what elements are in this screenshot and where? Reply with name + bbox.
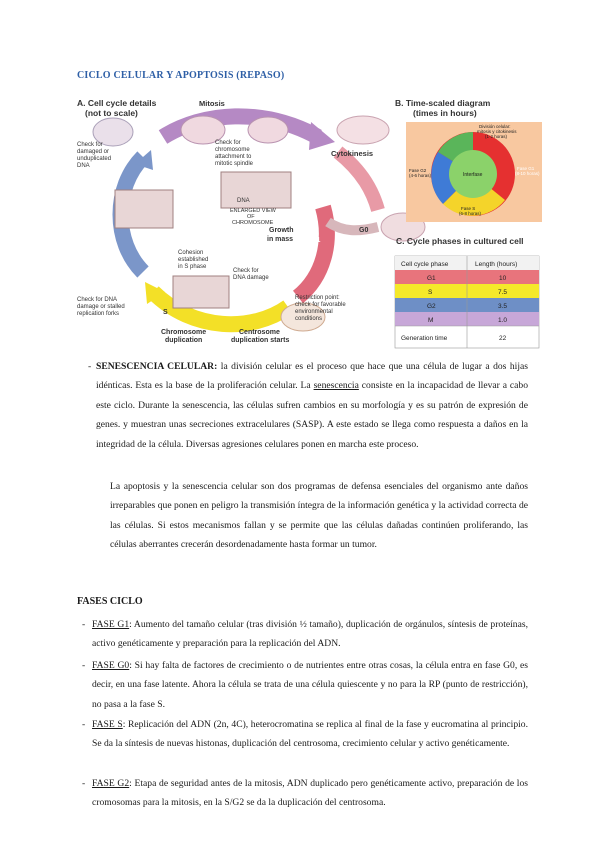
phase-item-s: - FASE S: Replicación del ADN (2n, 4C), heterocromatina se replica al final de la fase y eucromatina al principio. Se da la síntesis de nuevas histonas, duplicación del centrosoma, crecimiento celular y activo genéticamente. [82, 719, 528, 750]
pie-division-1: División celular: [479, 124, 511, 129]
phase-item-g1: - FASE G1: Aumento del tamaño celular (tras división ½ tamaño), duplicación de orgánulos, síntesis de proteínas, activo genéticamente y preparación para la replicación del ADN. [82, 619, 528, 650]
phase-text-g0: : Si hay falta de factores de crecimiento o de nutrientes entre otras cosas, la célula entra en fase G0, es decir, en una fase latente. Ahora la célula se trata de una célula quiescente y no para la RP (punto de restricción), no pasa a la fase S. [92, 660, 528, 710]
check-damaged-1: Check for [77, 142, 103, 148]
enlarged-label-1: ENLARGED VIEW [230, 208, 276, 214]
check-chromo-2: chromosome [215, 147, 250, 153]
phase-text-s: : Replicación del ADN (2n, 4C), heterocromatina se replica al final de la fase y eucromatina al principio. Se da la síntesis de nuevas histonas, duplicación del centrosoma, crecimiento celular y activo genéticamente. [92, 719, 528, 750]
row-phase-g1: G1 [427, 275, 436, 282]
g0-label: G0 [359, 227, 369, 234]
pie-division-3: (1-2 horas) [485, 134, 508, 139]
chromosome-view-3 [173, 276, 229, 308]
centro-dup-1: Centrosome [239, 329, 280, 336]
generation-label: Generation time [401, 335, 448, 342]
check-rep-3: replication forks [77, 311, 120, 317]
restriction-1: Restriction point: [295, 295, 340, 301]
panel-b-title: B. Time-scaled diagram [395, 98, 491, 108]
senescence-lead: SENESCENCIA CELULAR: [96, 361, 218, 372]
chromo-dup-2: duplication [165, 337, 203, 344]
check-chromo-4: mitotic spindle [215, 161, 254, 167]
phase-label-g1: FASE G1 [92, 619, 130, 630]
g2-label: G2 [101, 227, 111, 234]
panel-b-subtitle: (times in hours) [413, 108, 477, 118]
pie-g1-1: Fase G1 [517, 166, 535, 171]
apoptosis-paragraph: La apoptosis y la senescencia celular son dos programas de defensa esenciales del organismo ante daños irreparables que ponen en peligro la transmisión íntegra de la información genética y la actividad correcta de las células. Si estos mecanismos fallan y se permite que las células dañadas continúen proliferando, las células aberrantes crecerán desordenadamente hasta formar un tumor. [110, 481, 528, 551]
cohesion-1: Cohesion [178, 250, 204, 256]
senescence-text-b: consiste en la incapacidad de llevar a cabo este ciclo. Durante la senescencia, las células sufren cambios en su morfología y es su patrón de expresión de genes. y muestran unas secreciones extracelulares (SASP). A este estado se llega como respuesta a daños en la integridad de la célula. Diversas agresiones celulares ponen en marcha este proceso. [96, 380, 529, 450]
row-length-g1: 10 [499, 275, 507, 282]
cytokinesis-label: Cytokinesis [331, 149, 374, 158]
mitosis-cell-2 [248, 117, 288, 143]
g1-label: G1 [311, 237, 321, 244]
dna-label: DNA [237, 198, 250, 204]
phase-label-g2: FASE G2 [92, 778, 130, 789]
senescence-word: senescencia [313, 380, 359, 392]
check-damaged-2: damaged or [77, 149, 110, 155]
pie-g1-2: (8-10 horas) [515, 171, 540, 176]
enlarged-label-3: CHROMOSOME [232, 220, 274, 226]
restriction-2: check for favorable [295, 302, 346, 308]
check-damaged-3: unduplicated [77, 156, 112, 162]
s-label: S [163, 309, 168, 316]
growth-label: Growth [269, 227, 294, 234]
page-title: CICLO CELULAR Y APOPTOSIS (REPASO) [77, 70, 285, 81]
phase-table [395, 256, 539, 348]
restriction-4: conditions [295, 316, 323, 322]
chromosome-view-2 [221, 172, 291, 208]
chromo-dup-1: Chromosome [161, 329, 207, 336]
phase-text-g1: : Aumento del tamaño celular (tras división ½ tamaño), duplicación de orgánulos, síntesis de proteínas, activo genéticamente y preparación para la replicación del ADN. [92, 619, 528, 650]
row-length-g2: 3.5 [498, 303, 508, 310]
pie-s-2: (6-8 horas) [459, 211, 482, 216]
senescence-paragraph: - SENESCENCIA CELULAR: la división celular es el proceso que hace que una célula de lugar a dos hijas idénticas. Esta es la base de la proliferación celular. La senescencia consiste en la incapacidad de llevar a cabo este ciclo. Durante la senescencia, las células sufren cambios en su morfología y es su patrón de expresión de genes. y muestran unas secreciones extracelulares (SASP). A este estado se llega como respuesta a daños en la integridad de la célula. Diversas agresiones celulares ponen en marcha este proceso. [88, 361, 529, 450]
phase-text-g2: : Etapa de seguridad antes de la mitosis, ADN duplicado pero genéticamente activo, preparación de los cromosomas para la mitosis, en la S/G2 se da la duplicación del centrosoma. [92, 778, 529, 809]
row-phase-m: M [428, 317, 434, 324]
phase-item-g0: - FASE G0: Si hay falta de factores de crecimiento o de nutrientes entre otras cosas, la célula entra en fase G0, es decir, en una fase latente. Ahora la célula se trata de una célula quiescente y no para la RP (punto de restricción), no pasa a la fase S. [82, 660, 528, 710]
phases-heading: FASES CICLO [77, 596, 143, 607]
table-header-phase: Cell cycle phase [401, 261, 449, 268]
check-chromo-3: attachment to [215, 154, 252, 160]
generation-value: 22 [499, 335, 507, 342]
chromosome-view-1 [115, 190, 173, 228]
row-phase-s: S [428, 289, 433, 296]
cohesion-3: in S phase [178, 264, 207, 270]
pie-interfase: Interfase [463, 172, 483, 178]
cohesion-2: established [178, 257, 209, 263]
row-phase-g2: G2 [427, 303, 436, 310]
pie-s-1: Fase S [461, 206, 476, 211]
in-mass-label: in mass [267, 236, 294, 243]
check-dna-1: Check for [233, 268, 259, 274]
phase-label-s: FASE S [92, 719, 123, 730]
restriction-3: environmental [295, 309, 333, 315]
phase-item-g2: - FASE G2: Etapa de seguridad antes de la mitosis, ADN duplicado pero genéticamente activo, preparación de los cromosomas para la mitosis, en la S/G2 se da la duplicación del centrosoma. [82, 778, 529, 809]
mitosis-label: Mitosis [199, 99, 225, 108]
cytokinesis-cell [337, 116, 389, 144]
row-length-m: 1.0 [498, 317, 508, 324]
table-header-length: Length (hours) [475, 261, 518, 268]
panel-c-title: C. Cycle phases in cultured cell [396, 236, 524, 246]
check-dna-2: DNA damage [233, 275, 269, 281]
check-rep-2: damage or stalled [77, 304, 125, 310]
senescence-text-a: la división celular es el proceso que hace que una célula de lugar a dos hijas idénticas. Esta es la base de la proliferación celular. La [96, 361, 529, 392]
centro-dup-2: duplication starts [231, 337, 290, 344]
pie-division-2: mitosis y citokinesis [477, 129, 517, 134]
check-damaged-4: DNA [77, 163, 90, 169]
pie-g2-1: Fase G2 [409, 168, 427, 173]
phase-label-g0: FASE G0 [92, 660, 130, 671]
panel-a-subtitle: (not to scale) [85, 108, 138, 118]
panel-a-title: A. Cell cycle details [77, 98, 157, 108]
enlarged-label-2: OF [247, 214, 255, 220]
row-length-s: 7.5 [498, 289, 508, 296]
cell-cycle-figure [73, 92, 545, 354]
pie-g2-2: (4-6 horas) [409, 173, 432, 178]
check-chromo-1: Check for [215, 140, 241, 146]
check-rep-1: Check for DNA [77, 297, 118, 303]
